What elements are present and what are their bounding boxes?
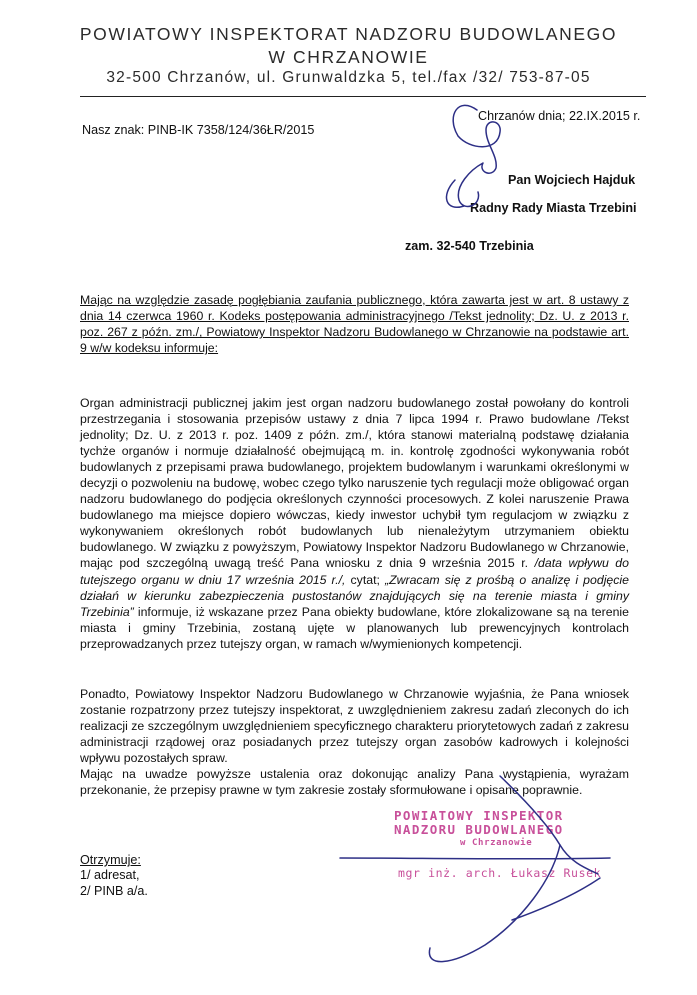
official-stamp-line3: w Chrzanowie [460,838,533,848]
addressee-address: zam. 32-540 Trzebinia [405,239,534,253]
signer-name-stamp: mgr inż. arch. Łukasz Rusek [398,866,602,880]
body-text: Organ administracji publicznej jakim jest organ nadzoru budowlanego został powołany do kontroli przestrzegania i stosowania przepisów ustawy z dnia 7 lipca 1994 r. Prawo budowlane /Tekst jednolity; Dz. U. z 2013 r. poz. 1409 z późn. zm./, która stanowi materialną podstawę działania tychże organów i normuje działalność obejmującą m. in. kontrolę zgodności wykonywania robót budowlanych z przepisami prawa budowlanego, projektem budowlanym i warunkami określonymi w decyzji o pozwoleniu na budowę, wobec czego tylko naruszenie tych regulacji może obligować organ nadzoru budowlanego do podjęcia określonych czynności procesowych. Z kolei naruszenie Prawa budowlanego ma miejsce dopiero wówczas, kiedy inwestor uchybił tym regulacjom w związku z wykonywaniem określonych robót budowlanych lub nienależytym utrzymaniem obiektu budowlanego. W związku z powyższym, Powiatowy Inspektor Nadzoru Budowlanego w Chrzanowie, mając pod szczególną uwagą treść Pana wniosku z dnia 9 września 2015 r. [80,396,629,571]
addressee-name: Pan Wojciech Hajduk [508,173,636,187]
main-signature-flourish [512,878,600,920]
body-paragraph-3: Mając na uwadze powyższe ustalenia oraz dokonując analizy Pana wystąpienia, wyrażam przekonanie, że przepisy prawne w tym zakresie zostały sformułowane i opisane poprawnie. [80,767,629,798]
official-stamp-line1: POWIATOWY INSPEKTOR [394,808,564,823]
body-text: informuje, iż wskazane przez Pana obiekty budowlane, które zlokalizowane są na terenie miasta i gminy Trzebinia, zostaną ujęte w planowanych lub prewencyjnych kontrolach przeprowadzanych przez tutejszy organ, w ramach w/wymienionych kompetencji. [80,604,629,651]
letterhead-address: 32-500 Chrzanów, ul. Grunwaldzka 5, tel./fax /32/ 753-87-05 [106,69,591,86]
receipt-note: /data wpływu do tutejszego organu w dniu 17 września 2015 r./, [80,556,629,587]
main-signature-loop [429,845,560,962]
letterhead-city: W CHRZANOWIE [268,47,429,67]
body-text: cytat; [350,572,385,587]
intro-paragraph: Mając na względzie zasadę pogłębiania zaufania publicznego, która zawarta jest w art. 8 ustawy z dnia 14 czerwca 1960 r. Kodeks postępowania administracyjnego /Tekst jednolity; Dz. U. z 2013 r. poz. 267 z późn. zm./, Powiatowy Inspektor Nadzoru Budowlanego w Chrzanowie na podstawie art. 9 w/w kodeksu informuje: [80,293,629,356]
main-signature-line [340,858,610,859]
letter-date: Chrzanów dnia; 22.IX.2015 r. [478,109,641,123]
addressee-title: Radny Rady Miasta Trzebini [470,201,637,215]
recipients-title: Otrzymuje: [80,853,141,867]
letterhead-divider [80,96,646,97]
body-paragraph-1 [80,395,629,652]
official-stamp-line2: NADZORU BUDOWLANEGO [394,822,564,837]
recipient-item: 2/ PINB a/a. [80,884,148,898]
body-paragraph-2: Ponadto, Powiatowy Inspektor Nadzoru Budowlanego w Chrzanowie wyjaśnia, że Pana wniosek zostanie rozpatrzony przez tutejszy inspektorat, z uwzględnieniem zakresu zadań zleconych do ich realizacji ze szczególnym uwzględnieniem specyficznego charakteru priorytetowych zadań z zakresu administracji rządowej oraz posiadanych przez tutejszy organ zasobów kadrowych i kolejności wpływu pozostałych spraw. [80,687,629,766]
initial-signature-tail [446,180,464,207]
letterhead-title: POWIATOWY INSPEKTORAT NADZORU BUDOWLANEGO [79,24,618,44]
recipient-item: 1/ adresat, [80,868,140,882]
request-quote: „Zwracam się z prośbą o analizę i podjęcie działań w kierunku zabezpieczenia pustostanów znajdujących się na terenie miasta i gminy Trzebinia” [80,572,629,619]
reference-number: Nasz znak: PINB-IK 7358/124/36ŁR/2015 [82,123,315,137]
